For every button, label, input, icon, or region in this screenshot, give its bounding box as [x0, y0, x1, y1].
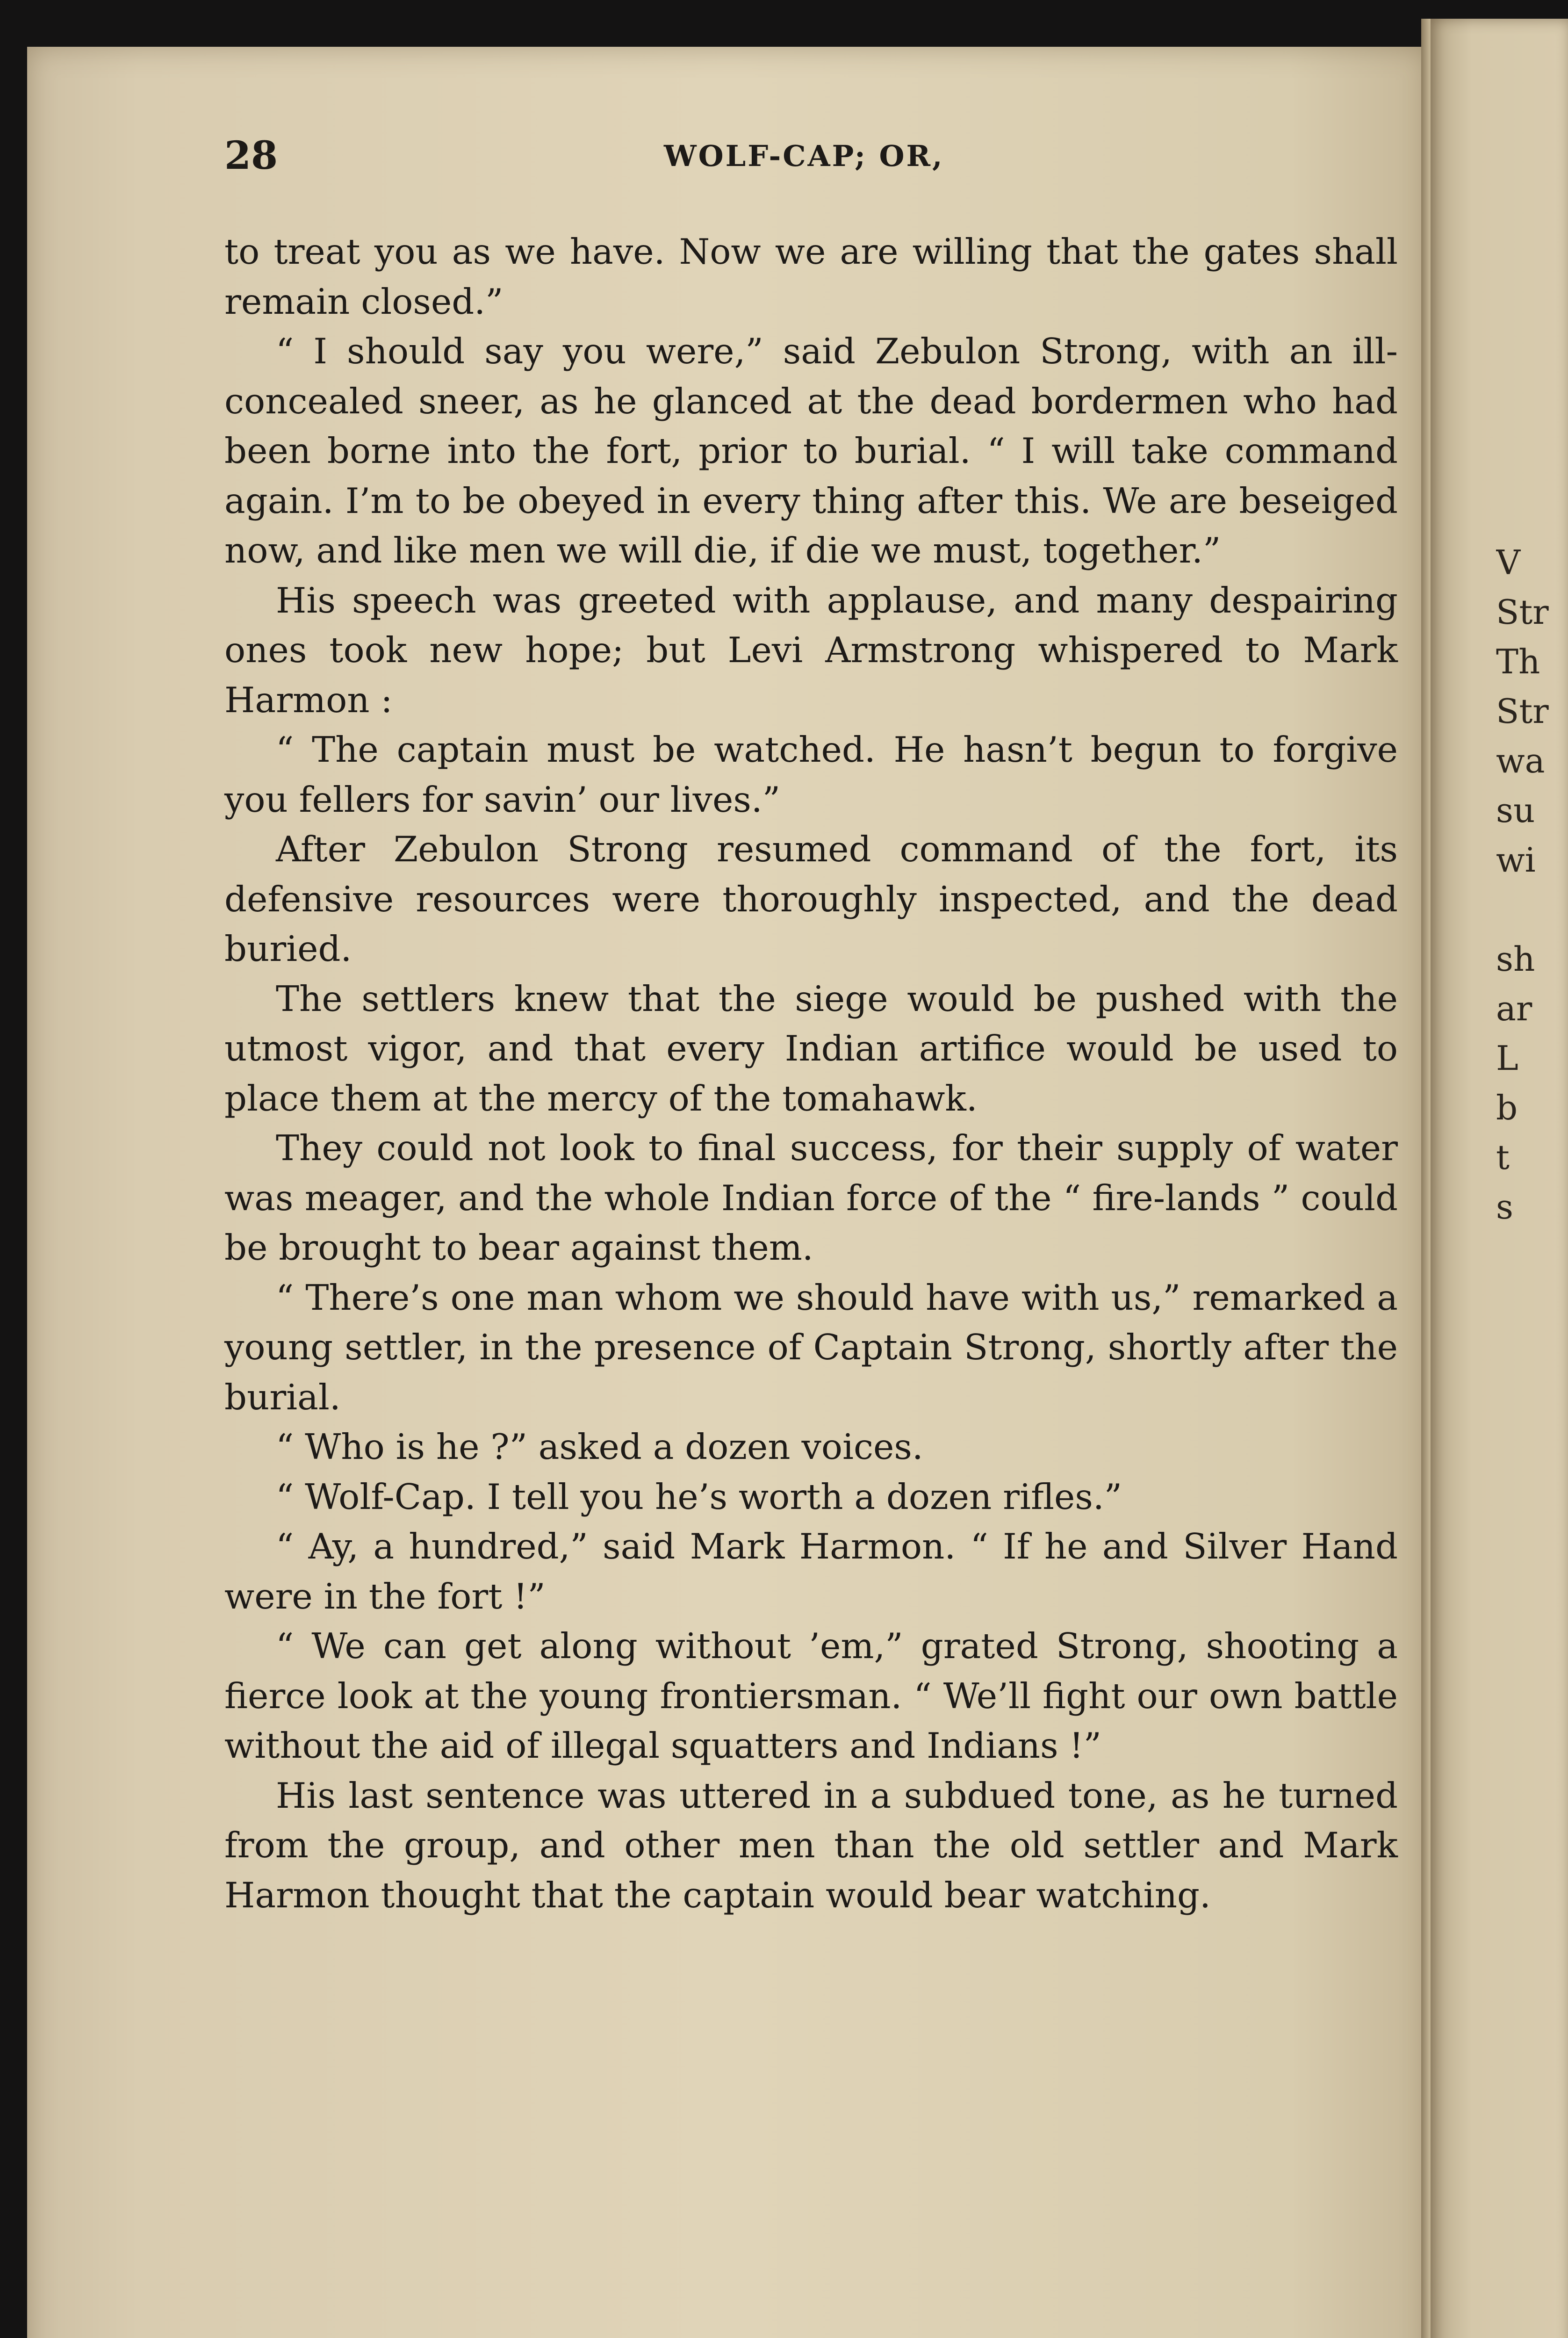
paragraph: “ The captain must be watched. He hasn’t begun to forgive you fellers for savin’ our lives.” [224, 729, 1398, 820]
fragment-line: b [1496, 1088, 1518, 1127]
fragment-line: wi [1496, 840, 1536, 880]
paragraph: The settlers knew that the siege would be pushed with the utmost vigor, and that every Indian artifice would be used to place them at the mercy of the tomahawk. [224, 978, 1398, 1119]
fragment-line: Th [1496, 642, 1540, 681]
fragment-line: ar [1496, 989, 1532, 1028]
paragraph: They could not look to final success, for their supply of water was meager, and the whole Indian force of the “ fire-lands ” could be brought to bear against them. [224, 1127, 1398, 1268]
paragraph: After Zebulon Strong resumed command of the fort, its defensive resources were thoroughly inspected, and the dead buried. [224, 829, 1398, 969]
right-page-text-fragments [1496, 538, 1568, 1232]
fragment-line: wa [1496, 741, 1545, 780]
page-number: 28 [224, 133, 278, 178]
page-header [224, 133, 1398, 185]
fragment-line: s [1496, 1187, 1513, 1227]
fragment-line: V [1496, 543, 1520, 582]
fragment-line: su [1496, 791, 1535, 830]
page-body [224, 227, 1398, 1920]
paragraph: “ Who is he ?” asked a dozen voices. [276, 1426, 923, 1467]
paragraph: His last sentence was uttered in a subdued tone, as he turned from the group, and other men than the old settler and Mark Harmon thought that the captain would bear watching. [224, 1775, 1398, 1916]
fragment-line: sh [1496, 939, 1535, 979]
paragraph: “ We can get along without ’em,” grated Strong, shooting a fierce look at the young frontiersman. “ We’ll fight our own battle without the aid of illegal squatters and Indians !” [224, 1625, 1398, 1766]
fragment-line: Str [1496, 692, 1549, 731]
paragraph: “ I should say you were,” said Zebulon Strong, with an ill-concealed sneer, as he glanced at the dead bordermen who had been borne into the fort, prior to burial. “ I will take command again. I’m to be obeyed in every thing after this. We are beseiged now, and like men we will die, if die we must, together.” [224, 331, 1398, 571]
fragment-line: t [1496, 1138, 1510, 1177]
paragraph: “ There’s one man whom we should have with us,” remarked a young settler, in the presence of Captain Strong, shortly after the burial. [224, 1277, 1398, 1418]
fragment-line [1496, 885, 1568, 934]
paragraph: His speech was greeted with applause, and many despairing ones took new hope; but Levi Armstrong whispered to Mark Harmon : [224, 579, 1398, 721]
paragraph: “ Ay, a hundred,” said Mark Harmon. “ If he and Silver Hand were in the fort !” [224, 1526, 1398, 1617]
fragment-line: Str [1496, 592, 1549, 632]
fragment-line: L [1496, 1039, 1518, 1078]
paragraph: “ Wolf-Cap. I tell you he’s worth a dozen rifles.” [276, 1476, 1122, 1517]
paragraph: to treat you as we have. Now we are willing that the gates shall remain closed.” [224, 231, 1398, 322]
running-title: WOLF-CAP; OR, [664, 139, 944, 173]
